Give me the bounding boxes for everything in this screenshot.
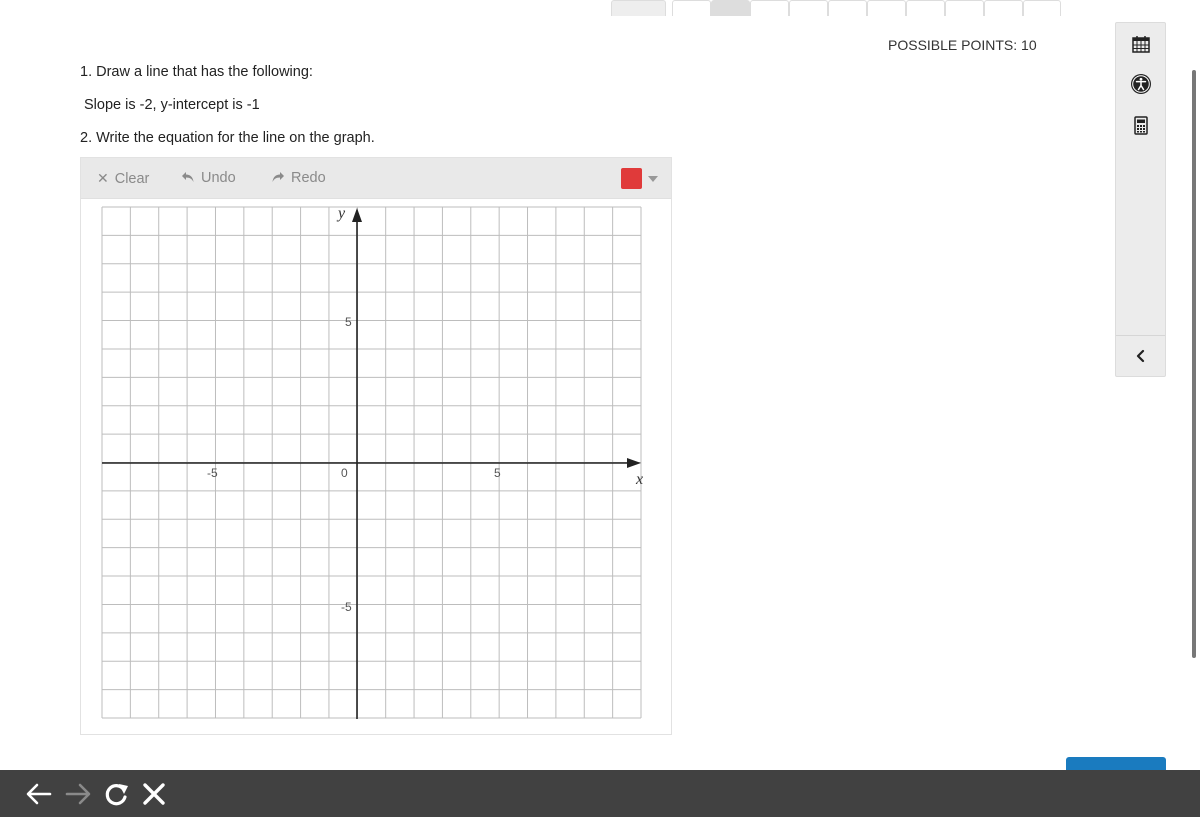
tick-label-y-5: 5 [345,315,352,329]
tools-sidebar [1115,22,1166,377]
undo-label: Undo [201,170,236,186]
page-tab[interactable] [945,0,984,16]
question-line-2: Slope is -2, y-intercept is -1 [84,97,260,113]
color-dropdown-caret-icon[interactable] [648,176,658,182]
page-tab[interactable] [789,0,828,16]
question-line-3: 2. Write the equation for the line on the graph. [80,130,375,146]
browser-nav-bar [0,770,1200,817]
y-axis-arrow-icon [352,208,362,222]
accessibility-icon[interactable] [1130,73,1152,95]
color-picker-swatch[interactable] [621,168,642,189]
page-tab[interactable] [984,0,1023,16]
page-tab[interactable] [750,0,789,16]
page-prev-tab[interactable] [611,0,666,16]
tick-label-x-neg5: -5 [207,466,218,480]
page-tab[interactable] [672,0,711,16]
sidebar-divider [1116,335,1165,336]
clear-label: Clear [114,170,150,187]
close-icon[interactable] [140,780,168,813]
back-arrow-icon[interactable] [25,780,53,813]
graph-toolbar [81,158,671,199]
undo-button[interactable] [181,170,236,186]
page-tab[interactable] [828,0,867,16]
axis-labels [336,205,643,488]
clear-button[interactable] [97,170,149,187]
redo-button[interactable] [271,170,326,186]
possible-points: POSSIBLE POINTS: 10 [888,37,1037,53]
page-tab[interactable] [867,0,906,16]
page-tab[interactable] [1023,0,1061,16]
y-axis-label: y [338,205,346,222]
page-tab-current[interactable] [711,0,750,16]
x-axis-arrow-icon [627,458,641,468]
tick-label-origin: 0 [341,466,348,480]
forward-arrow-icon[interactable] [64,780,92,813]
tick-label-y-neg5: -5 [341,600,352,614]
graphing-tool [80,157,672,735]
undo-icon [181,170,195,186]
redo-icon [271,170,285,186]
calculator-icon[interactable] [1130,115,1152,137]
tick-labels [207,315,501,614]
calendar-icon[interactable] [1130,34,1152,56]
axes [102,208,644,719]
tick-label-x-5: 5 [494,466,501,480]
chevron-left-icon[interactable] [1132,347,1150,365]
page-scrollbar[interactable] [1192,70,1196,658]
redo-label: Redo [291,170,326,186]
clear-x-icon: ✕ [97,170,109,186]
question-line-1: 1. Draw a line that has the following: [80,64,313,80]
x-axis-label: x [636,471,644,488]
coordinate-plane[interactable] [81,199,671,734]
refresh-icon[interactable] [102,780,130,813]
page-tab[interactable] [906,0,945,16]
